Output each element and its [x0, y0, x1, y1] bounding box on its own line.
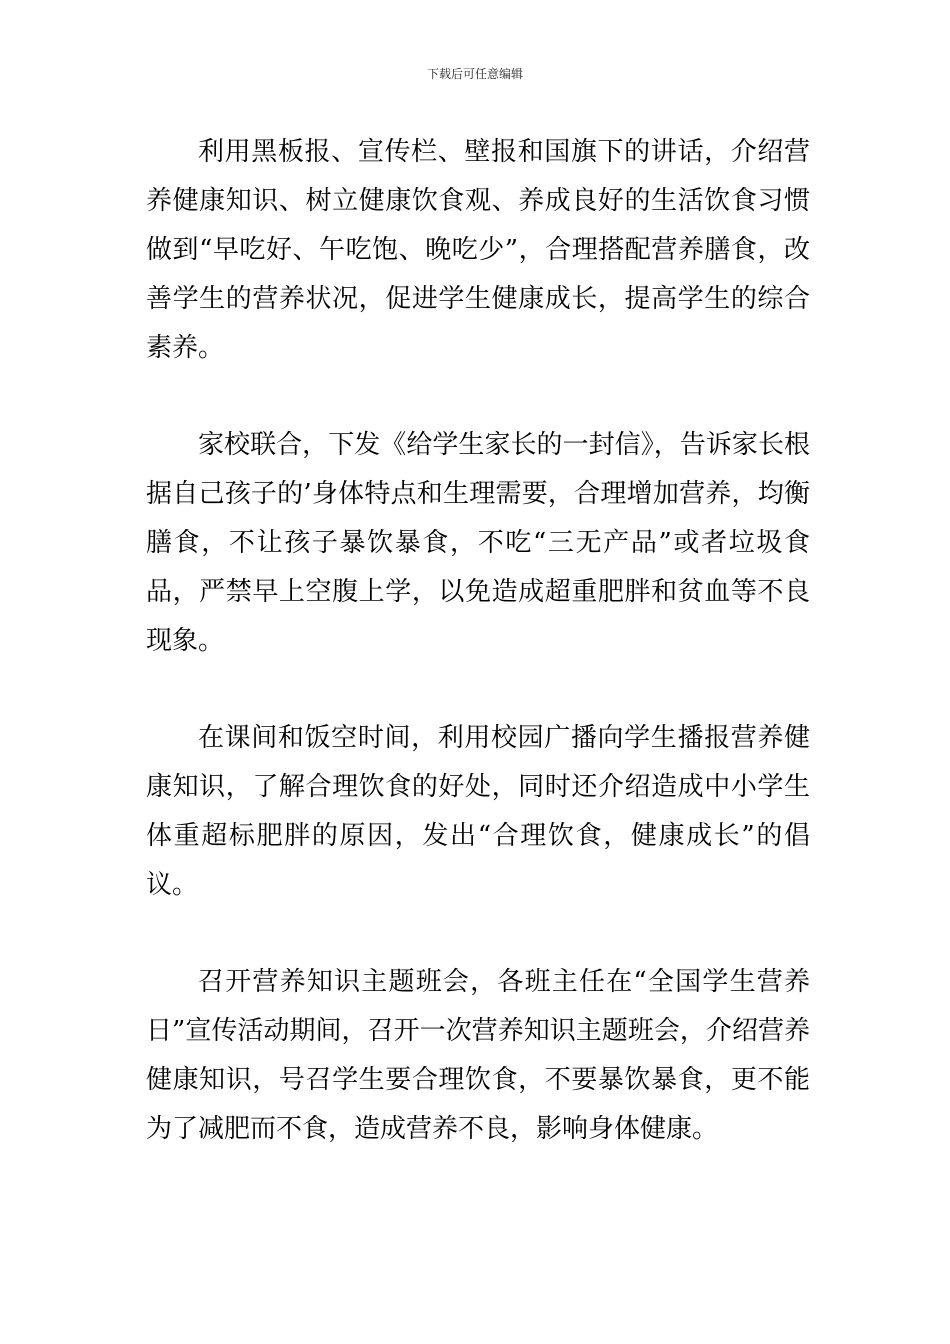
paragraph-1: 利用黑板报、宣传栏、壁报和国旗下的讲话，介绍营养健康知识、树立健康饮食观、养成良好的生活饮食习惯做到“早吃好、午吃饱、晚吃少”，合理搭配营养膳食，改善学生的营养状况，促进学生健康成长，提高学生的综合素养。	[146, 137, 810, 363]
header-note: 下载后可任意编辑	[426, 67, 523, 81]
paragraph-4: 召开营养知识主题班会，各班主任在“全国学生营养日”宣传活动期间，召开一次营养知识主题班会，介绍营养健康知识，号召学生要合理饮食，不要暴饮暴食，更不能为了减肥而不食，造成营养不良，影响身体健康。	[146, 967, 810, 1144]
paragraph-3: 在课间和饭空时间，利用校园广播向学生播报营养健康知识，了解合理饮食的好处，同时还介绍造成中小学生体重超标肥胖的原因，发出“合理饮食，健康成长”的倡议。	[146, 723, 810, 900]
document-body	[146, 128, 810, 1154]
paragraph-2: 家校联合，下发《给学生家长的一封信》，告诉家长根据自己孩子的’身体特点和生理需要，合理增加营养，均衡膳食，不让孩子暴饮暴食，不吃“三无产品”或者垃圾食品，严禁早上空腹上学，以免造成超重肥胖和贫血等不良现象。	[146, 430, 810, 656]
